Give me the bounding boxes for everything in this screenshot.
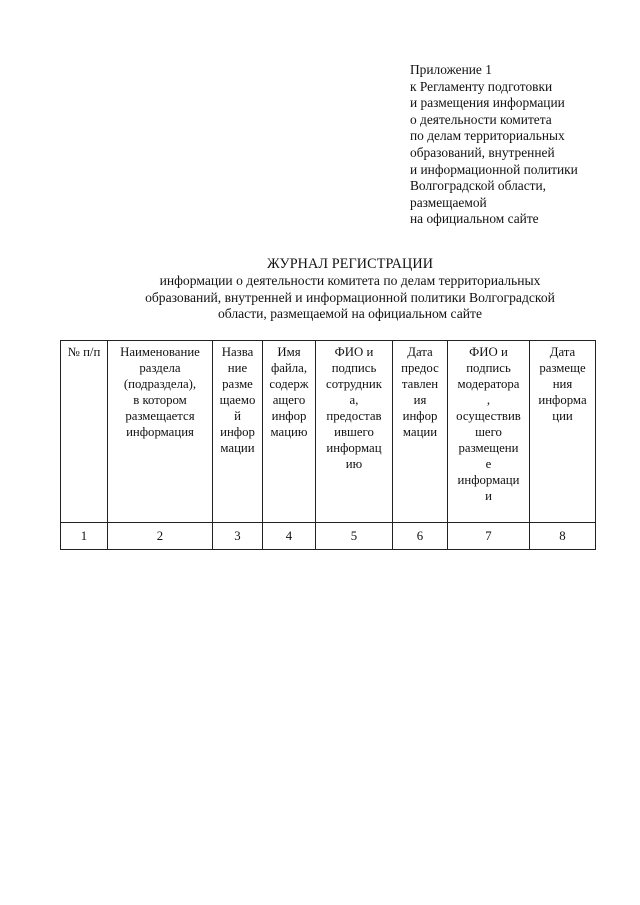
header-cell-moderator (448, 341, 530, 523)
appendix-line: Волгоградской области, (410, 178, 547, 194)
journal-heading (95, 255, 605, 323)
header-text: ние (227, 361, 248, 375)
column-number-cell: 6 (393, 523, 448, 550)
header-cell-number (61, 341, 108, 523)
header-text: ащего (272, 393, 306, 407)
header-text: ции (552, 409, 573, 423)
header-text: мации (220, 441, 255, 455)
header-text: и (485, 489, 492, 503)
journal-subtitle-line: области, размещаемой на официальном сайте (217, 306, 483, 322)
header-text: ния (552, 377, 573, 391)
header-text: ФИО и (334, 345, 374, 359)
header-text: , (486, 393, 491, 407)
header-text: тавлен (401, 377, 439, 391)
column-number-cell: 8 (530, 523, 596, 550)
column-number-cell: 7 (448, 523, 530, 550)
registration-table (60, 340, 596, 550)
header-text: ию (345, 457, 363, 471)
header-text: размеще (539, 361, 586, 375)
header-text: инфор (220, 425, 255, 439)
header-text: в котором (133, 393, 187, 407)
header-text: содерж (269, 377, 309, 391)
header-text: раздела (139, 361, 181, 375)
appendix-line: образований, внутренней (410, 144, 555, 160)
header-text: файла, (270, 361, 308, 375)
header-text: предостав (326, 409, 382, 423)
header-text: информац (326, 441, 382, 455)
header-text: подпись (466, 361, 511, 375)
header-text: щаемо (219, 393, 256, 407)
header-text: информаци (457, 473, 520, 487)
appendix-line: по делам территориальных (410, 128, 565, 144)
column-number-cell: 5 (316, 523, 393, 550)
header-text: Имя (277, 345, 301, 359)
header-text: е (485, 457, 492, 471)
header-text: мацию (270, 425, 308, 439)
header-text: сотрудник (326, 377, 382, 391)
column-number-cell: 4 (263, 523, 316, 550)
appendix-line: к Регламенту подготовки (410, 78, 553, 94)
header-text: а, (349, 393, 359, 407)
header-text: (подраздела), (123, 377, 197, 391)
header-text: инфор (271, 409, 307, 423)
header-text: осуществив (456, 409, 521, 423)
header-text: Наименование (120, 345, 200, 359)
header-text: Назва (221, 345, 254, 359)
header-text: размещени (458, 441, 519, 455)
header-cell-file-name (263, 341, 316, 523)
appendix-line: и информационной политики (410, 161, 578, 177)
appendix-line: на официальном сайте (410, 211, 539, 227)
header-text: предос (401, 361, 439, 375)
appendix-line: о деятельности комитета (410, 111, 552, 127)
journal-subtitle-line: информации о деятельности комитета по делам территориальных (159, 273, 541, 288)
header-text: мации (402, 425, 438, 439)
header-cell-info-title (213, 341, 263, 523)
header-cell-provision-date (393, 341, 448, 523)
header-text: информация (126, 425, 194, 439)
header-text: модератора (457, 377, 520, 391)
header-text: ия (413, 393, 427, 407)
header-text: инфор (402, 409, 438, 423)
header-text: й (234, 409, 241, 423)
journal-subtitle-line: образований, внутренней и информационной политики Волгоградской (145, 289, 555, 305)
header-text: размещается (125, 409, 195, 423)
column-number-cell: 1 (61, 523, 108, 550)
header-cell-placement-date (530, 341, 596, 523)
header-text: информа (538, 393, 587, 407)
table-number-row (61, 523, 596, 550)
header-text: Дата (407, 345, 433, 359)
header-text: шего (475, 425, 502, 439)
column-number-cell: 3 (213, 523, 263, 550)
header-text: подпись (331, 361, 377, 375)
header-cell-provider (316, 341, 393, 523)
appendix-note (410, 62, 635, 228)
appendix-line: Приложение 1 (410, 62, 492, 77)
header-text: № п/п (67, 345, 101, 359)
header-text: ФИО и (469, 345, 508, 359)
header-cell-section-name (108, 341, 213, 523)
header-text: ившего (334, 425, 374, 439)
appendix-line: и размещения информации (410, 95, 565, 111)
header-text: разме (222, 377, 253, 391)
column-number-cell: 2 (108, 523, 213, 550)
journal-title: ЖУРНАЛ РЕГИСТРАЦИИ (266, 256, 434, 272)
header-text: Дата (549, 345, 576, 359)
appendix-line: размещаемой (410, 194, 487, 210)
table-header-row (61, 341, 596, 523)
